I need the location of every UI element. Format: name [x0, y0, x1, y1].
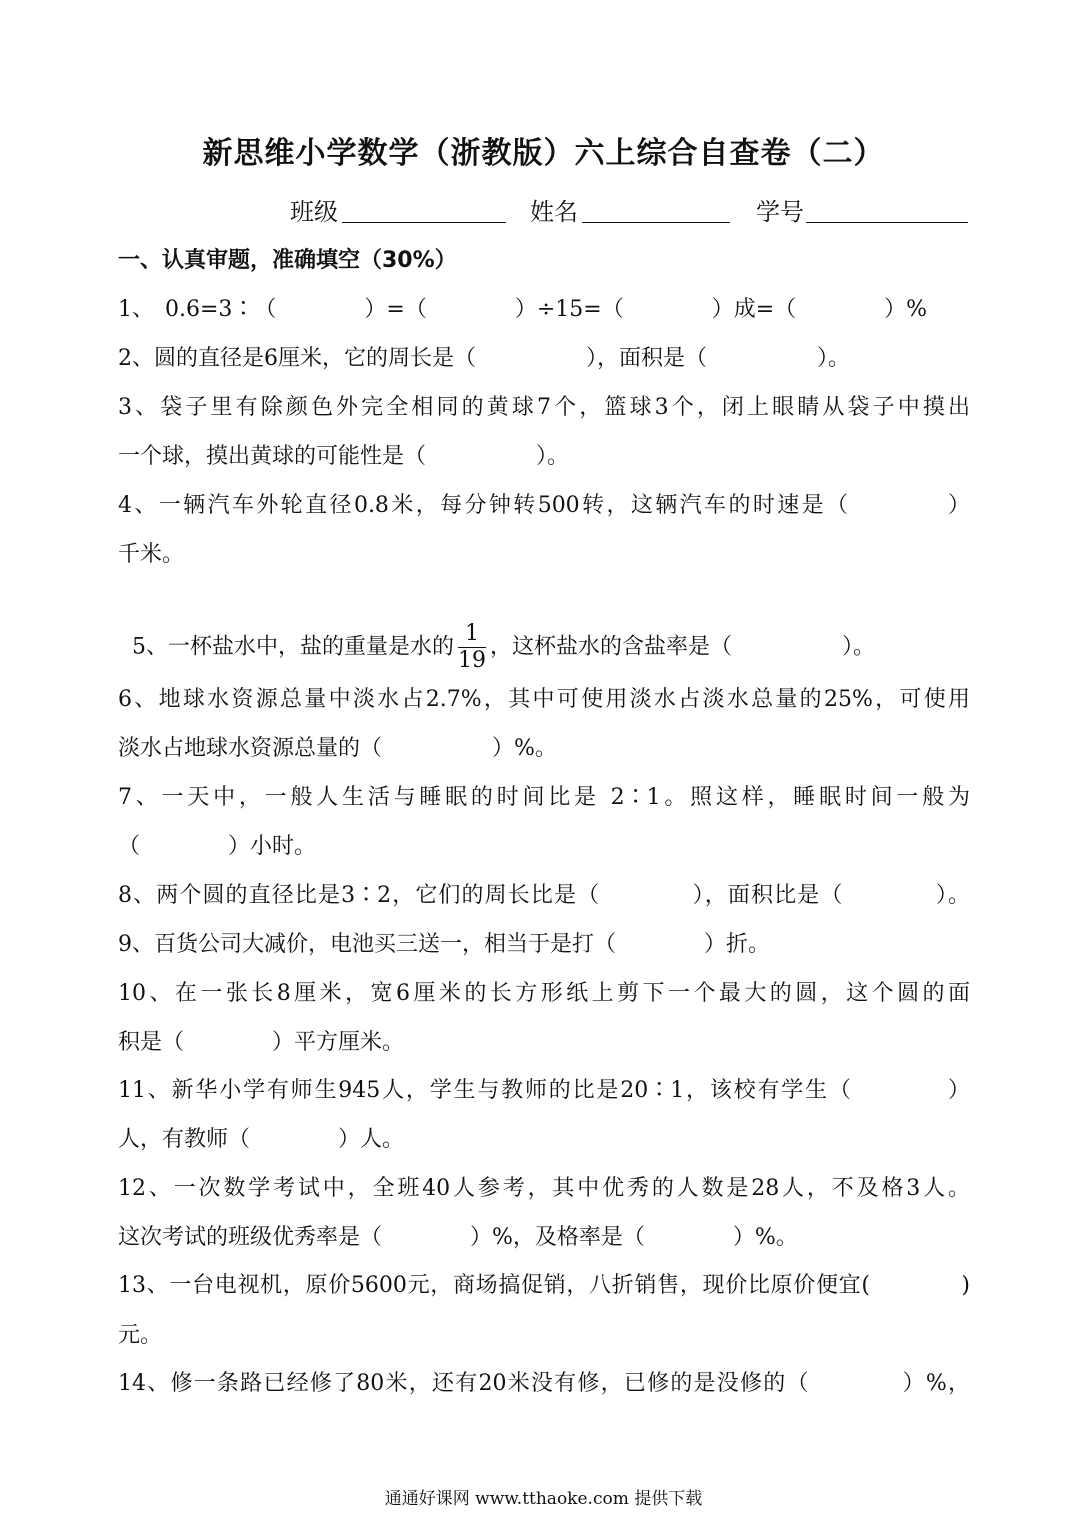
page-title: 新思维小学数学（浙教版）六上综合自查卷（二）: [202, 136, 885, 171]
question-11-line-2: 人，有教师（ ）人。: [118, 1127, 405, 1152]
fraction-denominator: 19: [458, 648, 486, 673]
question-4-line-2: 千米。: [118, 542, 185, 567]
fraction-numerator: 1: [458, 621, 486, 648]
question-5-text-before: 5、一杯盐水中，盐的重量是水的: [132, 634, 454, 660]
class-blank: [342, 222, 506, 223]
question-13-line-2: 元。: [118, 1323, 163, 1348]
question-5: [118, 596, 875, 674]
id-blank: [806, 222, 968, 223]
question-6-line-1: 6、地球水资源总量中淡水占2.7%，其中可使用淡水占淡水总量的25%，可使用: [118, 687, 970, 712]
question-2: 2、圆的直径是6厘米，它的周长是（ ），面积是（ ）。: [118, 346, 850, 371]
question-7-line-1: 7、一天中，一般人生活与睡眠的时间比是 2∶1。照这样，睡眠时间一般为: [118, 785, 970, 810]
question-10-line-2: 积是（ ）平方厘米。: [118, 1030, 405, 1055]
question-14: 14、修一条路已经修了80米，还有20米没有修，已修的是没修的（ ）%，: [118, 1371, 970, 1396]
fraction: [458, 621, 486, 674]
question-8: 8、两个圆的直径比是3∶2，它们的周长比是（ ），面积比是（ ）。: [118, 883, 970, 908]
question-13-line-1: 13、一台电视机，原价5600元，商场搞促销，八折销售，现价比原价便宜( ): [118, 1273, 970, 1298]
question-3-line-2: 一个球，摸出黄球的可能性是（ ）。: [118, 444, 570, 469]
question-11-line-1: 11、新华小学有师生945人，学生与教师的比是20∶1，该校有学生（ ）: [118, 1078, 970, 1103]
class-label: 班级: [290, 198, 338, 226]
question-7-line-2: （ ）小时。: [118, 834, 317, 859]
question-4-line-1: 4、一辆汽车外轮直径0.8米，每分钟转500转，这辆汽车的时速是（ ）: [118, 493, 970, 518]
name-label: 姓名: [530, 198, 578, 226]
id-label: 学号: [756, 198, 804, 226]
question-10-line-1: 10、在一张长8厘米，宽6厘米的长方形纸上剪下一个最大的圆，这个圆的面: [118, 981, 970, 1006]
question-1: 1、 0.6=3∶（ ）=（ ）÷15=（ ）成=（ ）%: [118, 297, 928, 322]
name-blank: [582, 222, 730, 223]
question-5-text-after: ，这杯盐水的含盐率是（ ）。: [490, 634, 876, 660]
question-12-line-1: 12、一次数学考试中，全班40人参考，其中优秀的人数是28人，不及格3人。: [118, 1176, 970, 1201]
question-12-line-2: 这次考试的班级优秀率是（ ）%，及格率是（ ）%。: [118, 1225, 798, 1250]
section-heading: 一、认真审题，准确填空（30%）: [118, 248, 457, 273]
question-9: 9、百货公司大减价，电池买三送一，相当于是打（ ）折。: [118, 932, 770, 957]
footer: 通通好课网 www.tthaoke.com 提供下载: [384, 1489, 703, 1509]
question-3-line-1: 3、袋子里有除颜色外完全相同的黄球7个，篮球3个，闭上眼睛从袋子中摸出: [118, 395, 970, 420]
question-6-line-2: 淡水占地球水资源总量的（ ）%。: [118, 736, 557, 761]
